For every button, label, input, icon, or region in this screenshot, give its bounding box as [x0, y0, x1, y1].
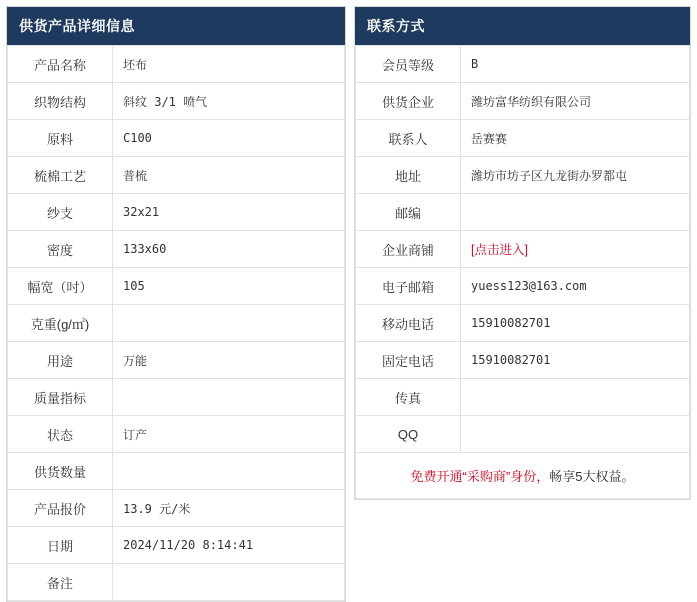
row-value [461, 379, 690, 416]
product-detail-table [7, 45, 345, 601]
table-row [8, 305, 345, 342]
membership-promo-banner[interactable] [355, 453, 690, 499]
table-row [8, 416, 345, 453]
row-value: 普梳 [113, 157, 345, 194]
row-value: B [461, 46, 690, 83]
row-label: 企业商铺 [356, 231, 461, 268]
promo-highlight-text: 免费开通“采购商”身份， [410, 469, 550, 484]
row-label: 克重(g/㎡) [8, 305, 113, 342]
row-label: 产品名称 [8, 46, 113, 83]
contact-panel [354, 6, 691, 500]
table-row [8, 379, 345, 416]
row-value: 15910082701 [461, 342, 690, 379]
row-value: 15910082701 [461, 305, 690, 342]
table-row [8, 120, 345, 157]
table-row [8, 564, 345, 601]
table-row [356, 120, 690, 157]
table-row [356, 46, 690, 83]
row-label: 状态 [8, 416, 113, 453]
table-row-shop [356, 231, 690, 268]
row-value: 坯布 [113, 46, 345, 83]
row-label: 固定电话 [356, 342, 461, 379]
row-value: 13.9 元/米 [113, 490, 345, 527]
table-row [8, 527, 345, 564]
row-label: 幅宽（吋） [8, 268, 113, 305]
row-label: 质量指标 [8, 379, 113, 416]
row-value: 订产 [113, 416, 345, 453]
row-value: yuess123@163.com [461, 268, 690, 305]
row-value [461, 416, 690, 453]
row-label: 传真 [356, 379, 461, 416]
row-value: 岳赛赛 [461, 120, 690, 157]
row-label: 会员等级 [356, 46, 461, 83]
row-label: 移动电话 [356, 305, 461, 342]
row-label: 供货数量 [8, 453, 113, 490]
row-label: 备注 [8, 564, 113, 601]
table-row [8, 490, 345, 527]
row-value: 潍坊富华纺织有限公司 [461, 83, 690, 120]
shop-entry-link[interactable]: [点击进入] [471, 243, 528, 257]
row-label: 纱支 [8, 194, 113, 231]
row-value: 潍坊市坊子区九龙街办罗都屯 [461, 157, 690, 194]
row-value [113, 453, 345, 490]
row-label: QQ [356, 416, 461, 453]
table-row [356, 416, 690, 453]
table-row [8, 194, 345, 231]
row-value: C100 [113, 120, 345, 157]
table-row [8, 231, 345, 268]
row-value [113, 379, 345, 416]
row-label: 日期 [8, 527, 113, 564]
row-label: 密度 [8, 231, 113, 268]
promo-rest-text: 畅享5大权益。 [549, 469, 635, 484]
row-label: 邮编 [356, 194, 461, 231]
row-value: 万能 [113, 342, 345, 379]
table-row [356, 83, 690, 120]
row-label: 地址 [356, 157, 461, 194]
row-value: 斜纹 3/1 喷气 [113, 83, 345, 120]
table-row [8, 157, 345, 194]
row-label: 产品报价 [8, 490, 113, 527]
row-label: 联系人 [356, 120, 461, 157]
row-value: 133x60 [113, 231, 345, 268]
table-row [356, 305, 690, 342]
row-value: 105 [113, 268, 345, 305]
table-row [356, 194, 690, 231]
row-label: 电子邮箱 [356, 268, 461, 305]
row-label: 供货企业 [356, 83, 461, 120]
contact-table [355, 45, 690, 453]
row-label: 原料 [8, 120, 113, 157]
row-label: 用途 [8, 342, 113, 379]
table-row [356, 342, 690, 379]
table-row [8, 268, 345, 305]
table-row [356, 157, 690, 194]
row-label: 织物结构 [8, 83, 113, 120]
table-row [356, 379, 690, 416]
table-row [8, 342, 345, 379]
row-value: 2024/11/20 8:14:41 [113, 527, 345, 564]
table-row [356, 268, 690, 305]
row-value [113, 305, 345, 342]
table-row [8, 46, 345, 83]
table-row [8, 453, 345, 490]
product-detail-title: 供货产品详细信息 [7, 7, 345, 45]
row-label: 梳棉工艺 [8, 157, 113, 194]
row-value [461, 231, 690, 268]
product-detail-panel [6, 6, 346, 602]
row-value [113, 564, 345, 601]
contact-title: 联系方式 [355, 7, 690, 45]
row-value [461, 194, 690, 231]
row-value: 32x21 [113, 194, 345, 231]
table-row [8, 83, 345, 120]
